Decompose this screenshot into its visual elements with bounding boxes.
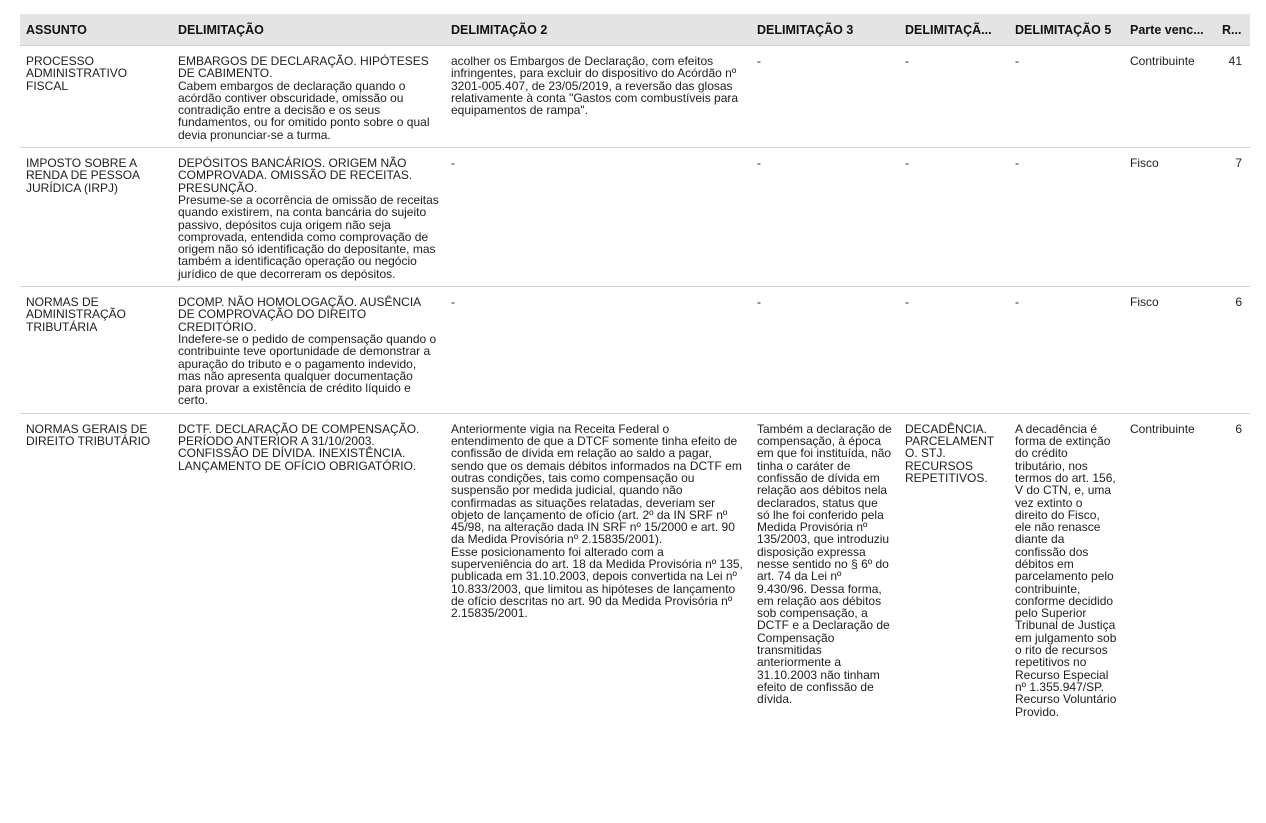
- cell-delimitacao-3: Também a declaração de compensação, à época em que foi instituída, não tinha o caráter de confissão de dívida em relação aos débitos nela declarados, status que só lhe foi conferido pela Medida Provisória nº 135/2003, que introduziu disposição expressa nesse sentido no § 6º do art. 74 da Lei nº 9.430/96. Dessa forma, em relação aos débitos sob compensação, a DCTF e a Declaração de Compensação transmitidas anteriormente a 31.10.2003 não tinham efeito de confissão de dívida.: [757, 421, 892, 707]
- column-header-delimitacao-2[interactable]: DELIMITAÇÃO 2: [445, 14, 751, 46]
- cell-r: 6: [1216, 287, 1250, 414]
- column-header-delimitacao-3[interactable]: DELIMITAÇÃO 3: [751, 14, 899, 46]
- cell-delimitacao-3: -: [751, 46, 899, 148]
- cell-delimitacao-2: -: [445, 287, 751, 414]
- cell-r: 7: [1216, 148, 1250, 287]
- cell-delimitacao-3: -: [751, 287, 899, 414]
- table-row[interactable]: [20, 413, 1250, 724]
- cell-delimitacao: DEPÓSITOS BANCÁRIOS. ORIGEM NÃO COMPROVADA. OMISSÃO DE RECEITAS. PRESUNÇÃO. Presume-se a ocorrência de omissão de receitas quando existirem, na conta bancária do sujeito passivo, depósitos cuja origem não seja comprovada, entendida como comprovação de origem não só identificação do depositante, mas também a identificação operação ou negócio jurídico de que decorreram os depósitos.: [172, 148, 445, 287]
- cell-assunto: PROCESSO ADMINISTRATIVO FISCAL: [20, 46, 172, 148]
- cell-delimitacao-2: -: [445, 148, 751, 287]
- table-row[interactable]: [20, 287, 1250, 414]
- cell-delimitacao-5: A decadência é forma de extinção do crédito tributário, nos termos do art. 156, V do CTN, e, uma vez extinto o direito do Fisco, ele não renasce diante da confissão dos débitos em parcelamento pelo contribuinte, conforme decidido pelo Superior Tribunal de Justiça em julgamento sob o rito de recursos repetitivos no Recurso Especial nº 1.355.947/SP. Recurso Voluntário Provido.: [1015, 421, 1117, 719]
- cell-assunto: NORMAS DE ADMINISTRAÇÃO TRIBUTÁRIA: [20, 287, 172, 414]
- column-header-assunto[interactable]: ASSUNTO: [20, 14, 172, 46]
- cell-assunto: NORMAS GERAIS DE DIREITO TRIBUTÁRIO: [26, 421, 151, 449]
- table-row[interactable]: [20, 148, 1250, 287]
- cell-delimitacao-4: -: [899, 148, 1009, 287]
- cell-parte-vencedora: Contribuinte: [1130, 421, 1195, 436]
- column-header-delimitacao-4[interactable]: DELIMITAÇÃ...: [899, 14, 1009, 46]
- column-header-parte-vencedora[interactable]: Parte venc...: [1124, 14, 1216, 46]
- cell-r: 41: [1216, 46, 1250, 148]
- cell-delimitacao-4: -: [899, 287, 1009, 414]
- cell-delimitacao-2: Anteriormente vigia na Receita Federal o entendimento de que a DTCF somente tinha efeito de confissão de dívida em relação ao saldo a pagar, sendo que os demais débitos informados na DCTF em outras condições, tais como compensação ou suspensão por medida judicial, quando não confirmadas as situações relatadas, deveriam ser objeto de lançamento de ofício (art. 2º da IN SRF nº 45/98, na alteração dada IN SRF nº 15/2000 e art. 90 da Medida Provisória nº 2.15835/2001). Esse posicionamento foi alterado com a superveniência do art. 18 da Medida Provisória nº 135, publicada em 31.10.2003, depois convertida na Lei nº 10.833/2003, que limitou as hipóteses de lançamento de ofício descritas no art. 90 da Medida Provisória nº 2.15835/2001.: [451, 421, 743, 621]
- cell-delimitacao-4: DECADÊNCIA. PARCELAMENTO. STJ. RECURSOS REPETITIVOS.: [905, 421, 995, 485]
- column-header-delimitacao[interactable]: DELIMITAÇÃO: [172, 14, 445, 46]
- cell-r: 6: [1235, 421, 1242, 436]
- cell-delimitacao-3: -: [751, 148, 899, 287]
- cell-parte-vencedora: Contribuinte: [1124, 46, 1216, 148]
- cell-assunto: IMPOSTO SOBRE A RENDA DE PESSOA JURÍDICA (IRPJ): [20, 148, 172, 287]
- cell-delimitacao-5: -: [1009, 287, 1124, 414]
- cell-delimitacao: DCTF. DECLARAÇÃO DE COMPENSAÇÃO. PERÍODO ANTERIOR A 31/10/2003. CONFISSÃO DE DÍVIDA. INEXISTÊNCIA. LANÇAMENTO DE OFÍCIO OBRIGATÓRIO.: [178, 421, 420, 473]
- table-row[interactable]: [20, 46, 1250, 148]
- cell-delimitacao: EMBARGOS DE DECLARAÇÃO. HIPÓTESES DE CABIMENTO. Cabem embargos de declaração quando o acórdão contiver obscuridade, omissão ou contradição entre a decisão e os seus fundamentos, ou for omitido ponto sobre o qual devia pronunciar-se a turma.: [172, 46, 445, 148]
- cell-parte-vencedora: Fisco: [1124, 148, 1216, 287]
- cell-delimitacao-5: -: [1009, 148, 1124, 287]
- column-header-r[interactable]: R...: [1216, 14, 1250, 46]
- header-row: [20, 14, 1250, 46]
- cell-delimitacao: DCOMP. NÃO HOMOLOGAÇÃO. AUSÊNCIA DE COMPROVAÇÃO DO DIREITO CREDITÓRIO. Indefere-se o pedido de compensação quando o contribuinte teve oportunidade de demonstrar a apuração do tributo e o pagamento indevido, mas não apresenta qualquer documentação para provar a existência de crédito líquido e certo.: [172, 287, 445, 414]
- results-table: [20, 14, 1250, 724]
- cell-delimitacao-5: -: [1009, 46, 1124, 148]
- cell-parte-vencedora: Fisco: [1124, 287, 1216, 414]
- cell-delimitacao-2: acolher os Embargos de Declaração, com efeitos infringentes, para excluir do dispositivo do Acórdão nº 3201-005.407, de 23/05/2019, a reversão das glosas relativamente à conta "Gastos com combustíveis para equipamentos de rampa".: [445, 46, 751, 148]
- results-table-container: [20, 14, 1250, 724]
- cell-delimitacao-4: -: [899, 46, 1009, 148]
- column-header-delimitacao-5[interactable]: DELIMITAÇÃO 5: [1009, 14, 1124, 46]
